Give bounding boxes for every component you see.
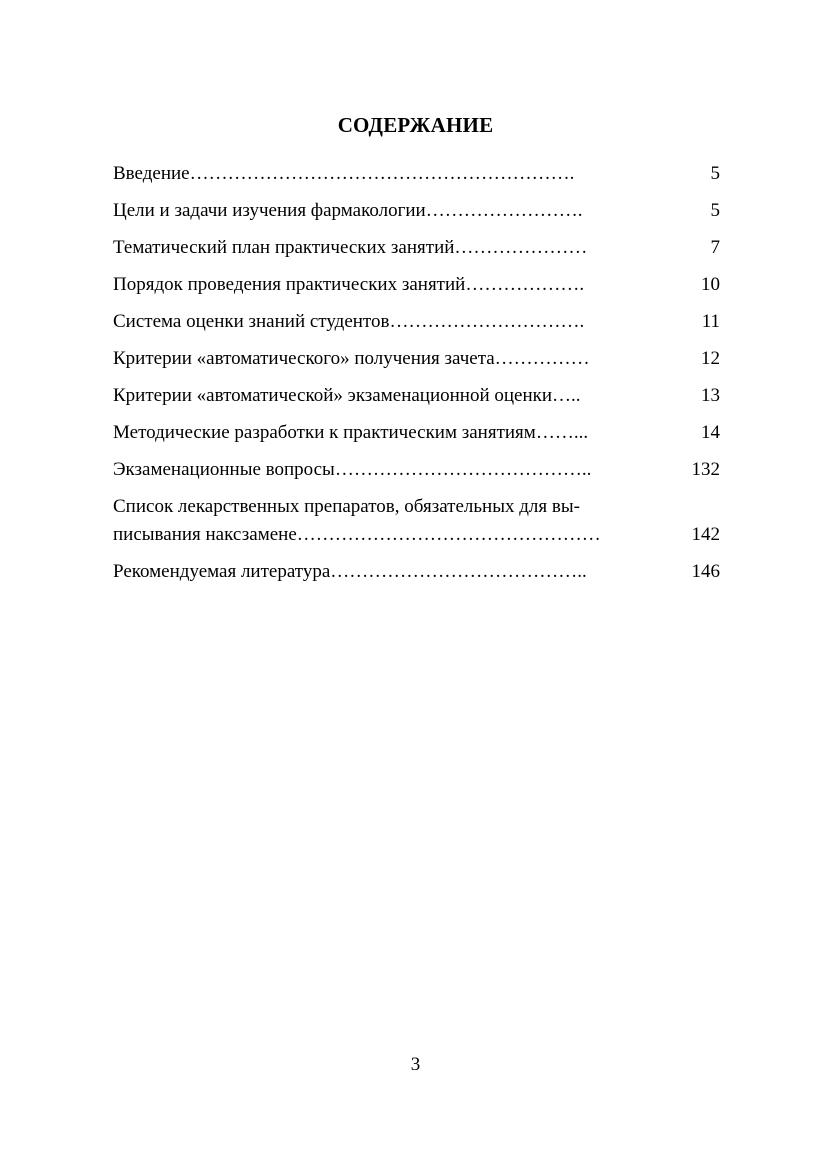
toc-entry	[113, 456, 720, 484]
toc-entry-title: Критерии «автоматической» экзаменационной оценки…..	[113, 385, 581, 406]
toc-entry-title: Цели и задачи изучения фармакологии…………………….	[113, 200, 583, 221]
toc-entry-page: 7	[710, 237, 720, 258]
toc-entry-page: 10	[701, 274, 720, 295]
toc-entry-page: 12	[701, 348, 720, 369]
table-of-contents	[113, 160, 720, 595]
toc-entry-title: Методические разработки к практическим занятиям……...	[113, 422, 589, 443]
toc-entry	[113, 419, 720, 447]
toc-entry-title: Рекомендуемая литература…………………………………..	[113, 561, 587, 582]
toc-entry	[113, 271, 720, 299]
toc-entry	[113, 234, 720, 262]
toc-heading: СОДЕРЖАНИЕ	[337, 113, 494, 137]
toc-entry-page: 132	[691, 459, 720, 480]
toc-entry	[113, 197, 720, 225]
toc-entry	[113, 308, 720, 336]
toc-entry-page: 11	[701, 311, 720, 332]
toc-entry-page: 14	[701, 422, 720, 443]
toc-entry-page: 142	[691, 524, 720, 545]
toc-entry-title: Введение…………………………………………………….	[113, 163, 575, 184]
toc-entry-title: Система оценки знаний студентов………………………….	[113, 311, 585, 332]
toc-entry-title: Экзаменационные вопросы…………………………………..	[113, 459, 592, 480]
page-number: 3	[410, 1054, 421, 1075]
toc-entry-page: 5	[710, 200, 720, 221]
toc-entry	[113, 493, 720, 549]
toc-entry	[113, 345, 720, 373]
toc-entry-title: Порядок проведения практических занятий……………….	[113, 274, 585, 295]
toc-entry-title: Критерии «автоматического» получения зачета……………	[113, 348, 590, 369]
toc-entry	[113, 382, 720, 410]
toc-entry-title: Тематический план практических занятий…………………	[113, 237, 588, 258]
toc-entry-page: 146	[691, 561, 720, 582]
toc-entry	[113, 558, 720, 586]
toc-entry	[113, 160, 720, 188]
toc-entry-page: 13	[701, 385, 720, 406]
toc-entry-page: 5	[710, 163, 720, 184]
toc-entry-title: Список лекарственных препаратов, обязательных для вы- писывания наксзамене…………………………………………	[113, 496, 601, 545]
